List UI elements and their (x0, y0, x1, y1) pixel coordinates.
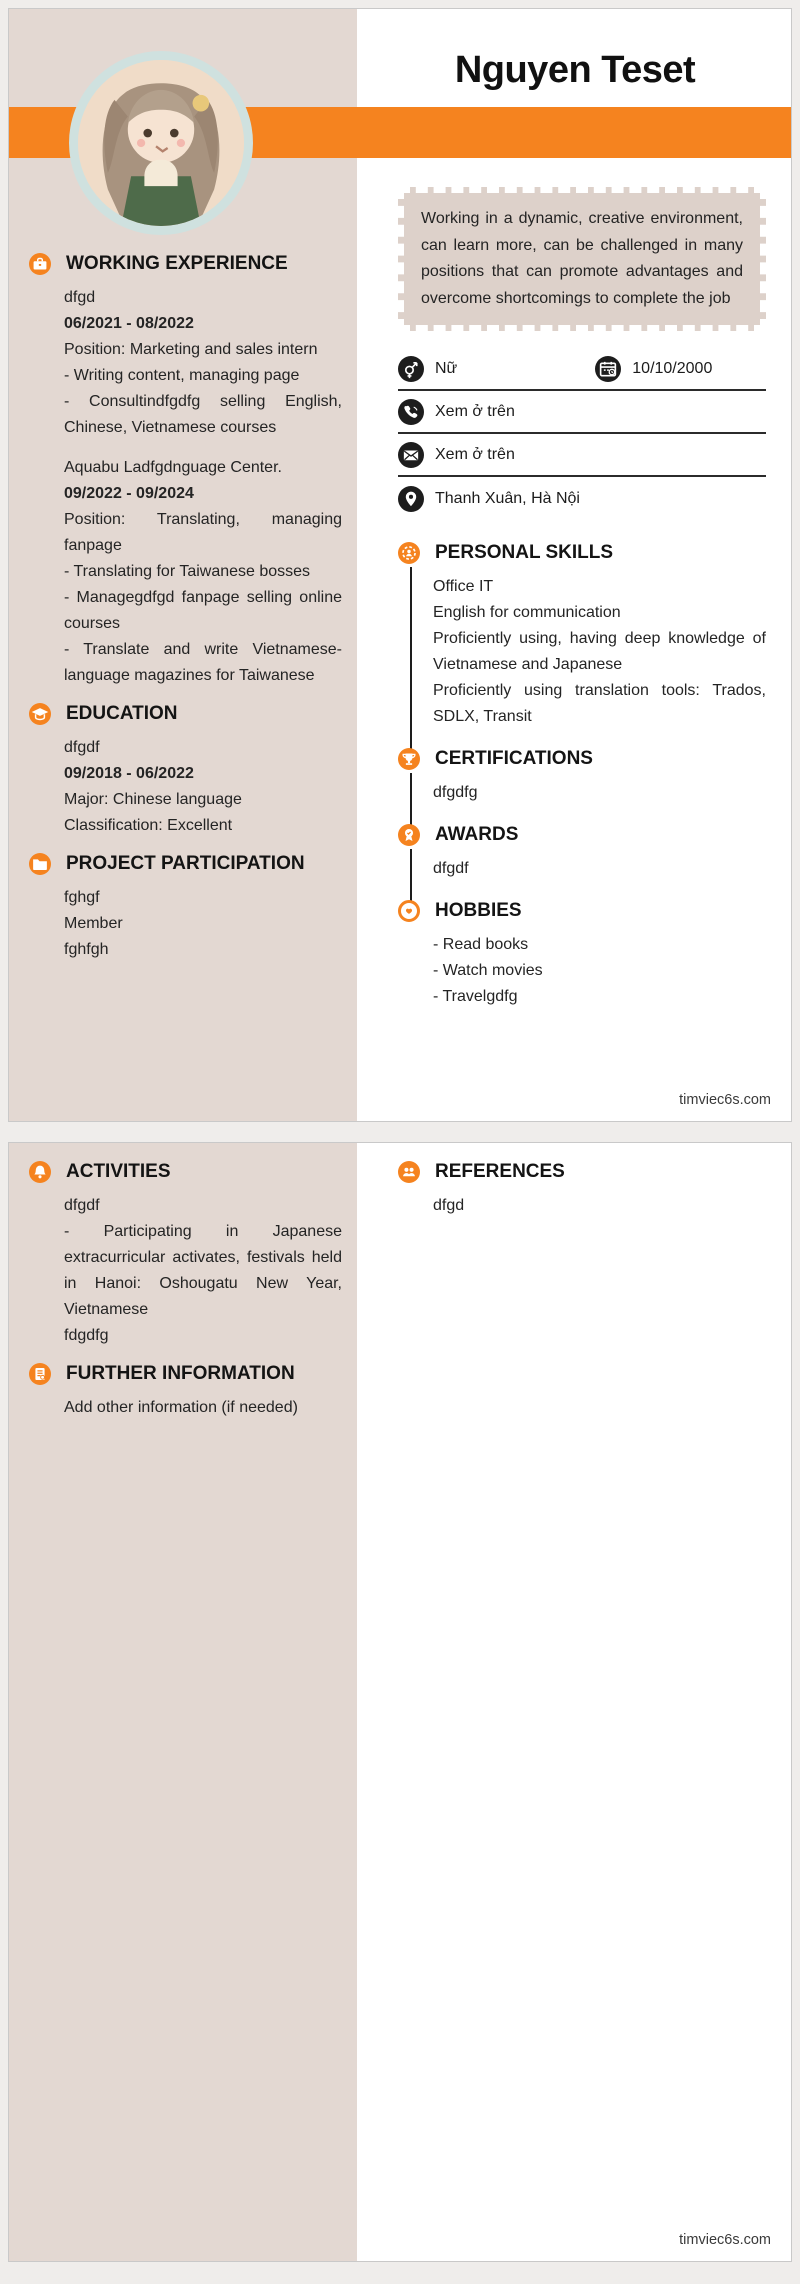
experience-detail: - Writing content, managing page (64, 367, 300, 384)
section-education (29, 703, 342, 839)
dob-value: 10/10/2000 (632, 359, 713, 377)
summary-text: Working in a dynamic, creative environment, can learn more, can be challenged in many positions that can promote advantages and overcome shortcomings to complete the job (421, 210, 743, 307)
phone-value: Xem ở trên (435, 402, 515, 420)
people-icon (398, 1161, 420, 1183)
experience-period: 09/2022 - 09/2024 (64, 485, 194, 502)
location-pin-icon (398, 486, 424, 512)
experience-detail: - Consultindfgdfg selling English, Chinese, Vietnamese courses (64, 393, 342, 436)
contact-row-phone (398, 391, 766, 434)
resume-page-1 (8, 8, 792, 1122)
skill-item: English for communication (433, 604, 621, 621)
section-title: PROJECT PARTICIPATION (66, 853, 305, 874)
experience-detail: - Managegdfgd fanpage selling online courses (64, 589, 342, 632)
section-references (398, 1161, 766, 1219)
hobby-item: - Watch movies (433, 962, 543, 979)
education-period: 09/2018 - 06/2022 (64, 765, 194, 782)
main-column (357, 187, 792, 1028)
experience-detail: - Translating for Taiwanese bosses (64, 563, 311, 580)
calendar-icon (595, 356, 621, 382)
folder-icon (29, 853, 51, 875)
hobby-item: - Read books (433, 936, 529, 953)
certification-item: dfgdfg (433, 784, 478, 801)
further-info-item: Add other information (if needed) (64, 1399, 298, 1416)
candidate-name: Nguyen Teset (454, 49, 696, 91)
gear-person-icon (398, 542, 420, 564)
gender-icon (398, 356, 424, 382)
sidebar (9, 1143, 357, 2261)
project-detail: Member (64, 915, 123, 932)
address-value: Thanh Xuân, Hà Nội (435, 489, 580, 507)
section-title: CERTIFICATIONS (435, 748, 593, 769)
watermark: timviec6s.com (679, 2232, 771, 2248)
briefcase-icon (29, 253, 51, 275)
section-title: ACTIVITIES (66, 1161, 171, 1182)
section-awards (398, 824, 766, 882)
section-activities (29, 1161, 342, 1349)
skill-item: Proficiently using, having deep knowledge of Vietnamese and Japanese (433, 630, 766, 673)
main-column (357, 1161, 792, 1237)
education-org: dfgdf (64, 739, 100, 756)
contact-row-gender-dob (398, 348, 766, 391)
envelope-icon (398, 442, 424, 468)
section-title: FURTHER INFORMATION (66, 1363, 295, 1384)
experience-org: Aquabu Ladfgdnguage Center. (64, 459, 282, 476)
reference-item: dfgd (433, 1197, 465, 1214)
email-value: Xem ở trên (435, 445, 515, 463)
experience-detail: Position: Marketing and sales intern (64, 341, 318, 358)
activity-item: dfgdf (64, 1197, 100, 1214)
experience-detail: Position: Translating, managing fanpage (64, 511, 342, 554)
section-further-information (29, 1363, 342, 1421)
section-title: PERSONAL SKILLS (435, 542, 614, 563)
award-item: dfgdf (433, 860, 469, 877)
resume-page-2 (8, 1142, 792, 2262)
section-title: AWARDS (435, 824, 519, 845)
trophy-icon (398, 748, 420, 770)
heart-icon (398, 900, 420, 922)
skill-item: Proficiently using translation tools: Trados, SDLX, Transit (433, 682, 766, 725)
medal-icon (398, 824, 420, 846)
experience-org: dfgd (64, 289, 96, 306)
summary-box (398, 187, 766, 331)
skill-item: Office IT (433, 578, 494, 595)
experience-period: 06/2021 - 08/2022 (64, 315, 194, 332)
section-personal-skills (398, 542, 766, 730)
section-title: EDUCATION (66, 703, 178, 724)
education-detail: Major: Chinese language (64, 791, 242, 808)
hobby-item: - Travelgdfg (433, 988, 518, 1005)
phone-icon (398, 399, 424, 425)
section-title: REFERENCES (435, 1161, 565, 1182)
experience-detail: - Translate and write Vietnamese-language magazines for Taiwanese (64, 641, 342, 684)
section-hobbies (398, 900, 766, 1010)
contact-info (398, 348, 766, 520)
activity-item: fdgdfg (64, 1327, 109, 1344)
section-working-experience (29, 253, 342, 689)
education-detail: Classification: Excellent (64, 817, 233, 834)
graduation-cap-icon (29, 703, 51, 725)
activity-item: - Participating in Japanese extracurricular activates, festivals held in Hanoi: Oshougatu New Year, Vietnamese (64, 1223, 342, 1318)
section-title: WORKING EXPERIENCE (66, 253, 288, 274)
project-detail: fghgf (64, 889, 100, 906)
watermark: timviec6s.com (679, 1092, 771, 1108)
section-project-participation (29, 853, 342, 963)
bell-icon (29, 1161, 51, 1183)
gender-value: Nữ (435, 359, 458, 377)
contact-row-email (398, 434, 766, 477)
project-detail: fghfgh (64, 941, 109, 958)
section-title: HOBBIES (435, 900, 522, 921)
contact-row-address (398, 477, 766, 520)
section-certifications (398, 748, 766, 806)
document-info-icon (29, 1363, 51, 1385)
profile-photo (69, 51, 253, 235)
